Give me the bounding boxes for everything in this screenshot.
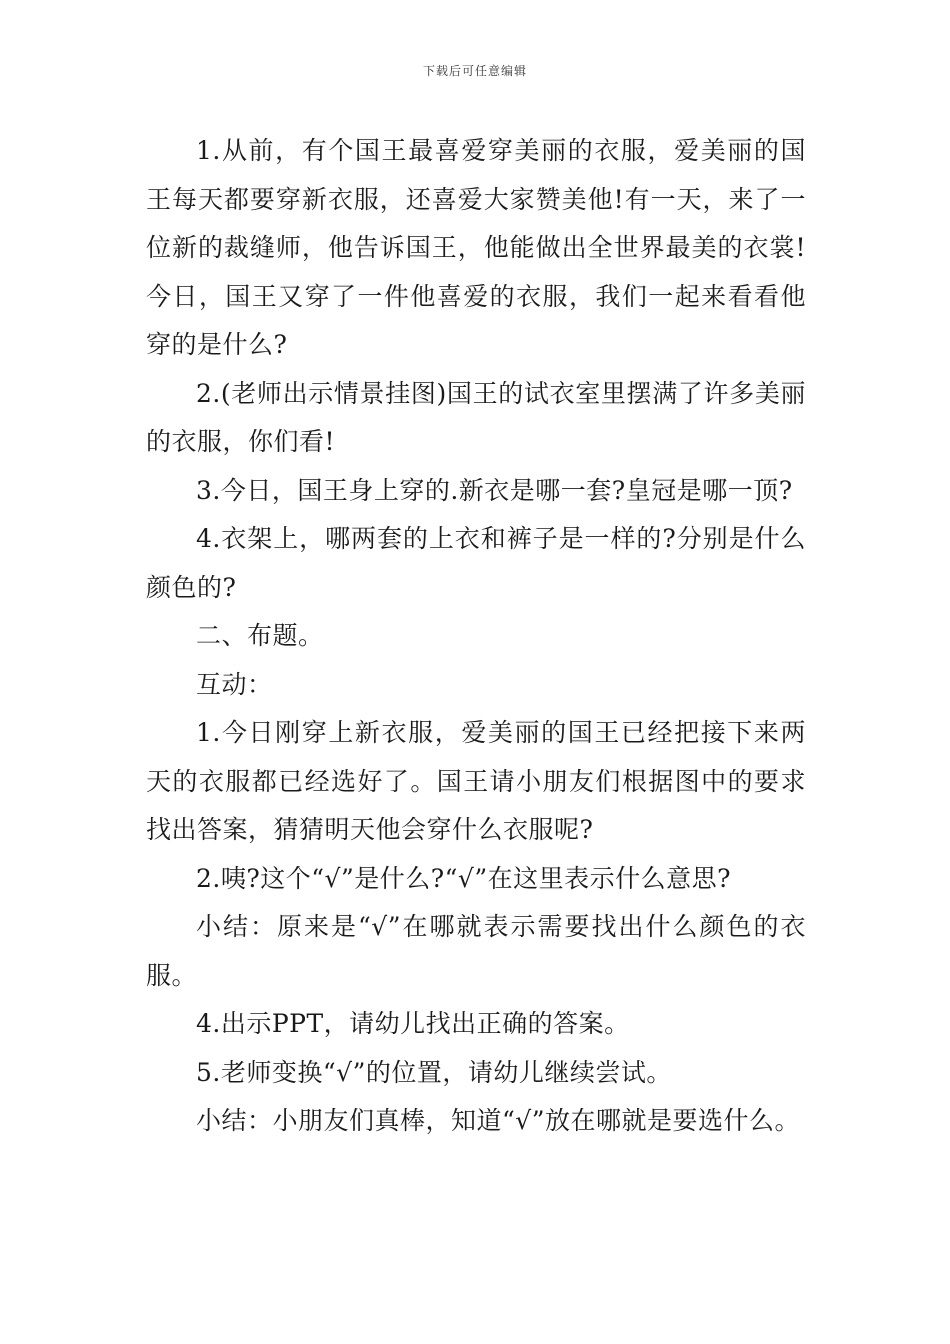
subheading-interaction: 互动：: [196, 669, 273, 699]
section-heading: 二、布题。: [196, 621, 324, 650]
page-header: 下载后可任意编辑: [422, 64, 527, 78]
summary-1: 小结：原来是“√”在哪就表示需要找出什么颜色的衣服。: [146, 912, 806, 990]
paragraph-3: 3.今日，国王身上穿的.新衣是哪一套?皇冠是哪一顶?: [196, 475, 793, 505]
paragraph-7: 4.出示PPT，请幼儿找出正确的答案。: [196, 1009, 630, 1038]
paragraph-4: 4.衣架上，哪两套的上衣和裤子是一样的?分别是什么颜色的?: [146, 524, 806, 602]
paragraph-5: 1.今日刚穿上新衣服，爱美丽的国王已经把接下来两天的衣服都已经选好了。国王请小朋友们根据图中的要求找出答案，猜猜明天他会穿什么衣服呢?: [146, 718, 806, 844]
paragraph-6: 2.咦?这个“√”是什么?“√”在这里表示什么意思?: [196, 863, 732, 893]
summary-2: 小结：小朋友们真棒，知道“√”放在哪就是要选什么。: [196, 1106, 800, 1135]
paragraph-8: 5.老师变换“√”的位置，请幼儿继续尝试。: [196, 1057, 672, 1087]
paragraph-2: 2.(老师出示情景挂图)国王的试衣室里摆满了许多美丽的衣服，你们看!: [146, 378, 806, 456]
paragraph-1: 1.从前，有个国王最喜爱穿美丽的衣服，爱美丽的国王每天都要穿新衣服，还喜爱大家赞美他!有一天，来了一位新的裁缝师，他告诉国王，他能做出全世界最美的衣裳!今日，国王又穿了一件他喜爱的衣服，我们一起来看看他穿的是什么?: [146, 136, 806, 359]
document-body: [146, 127, 806, 1146]
